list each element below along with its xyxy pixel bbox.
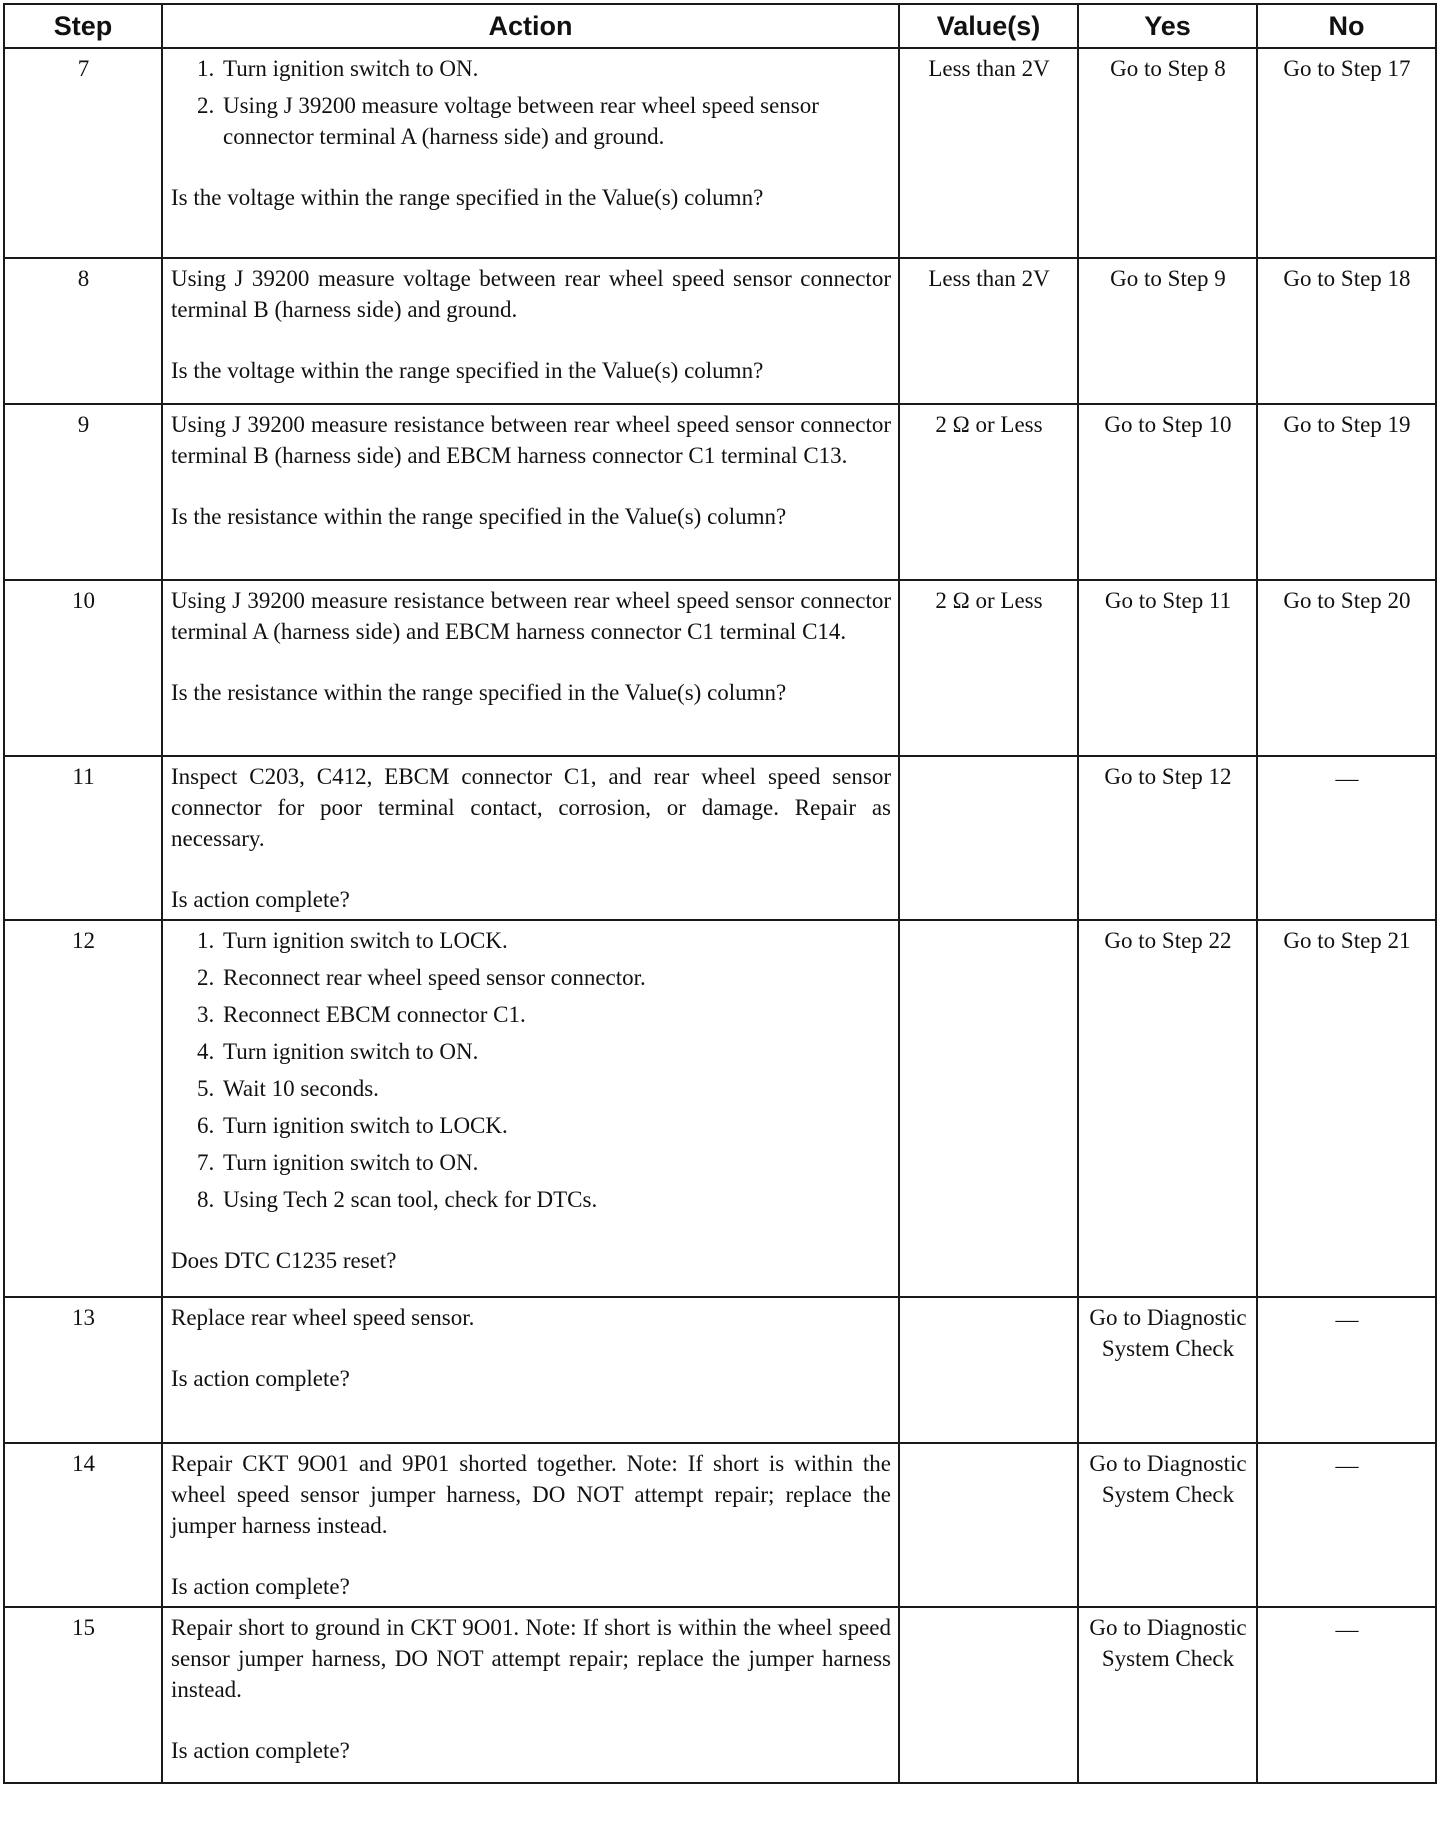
action-question: Is the resistance within the range specified in the Value(s) column? — [171, 680, 787, 705]
action-question: Is the resistance within the range specified in the Value(s) column? — [171, 504, 787, 529]
no-cell — [1257, 1297, 1436, 1443]
action-cell — [162, 48, 899, 258]
header-row — [4, 4, 1436, 48]
no-cell: Go to Step 21 — [1257, 920, 1436, 1297]
action-step: Using J 39200 measure voltage between rear wheel speed sensor connector terminal A (harness side) and ground. — [223, 93, 819, 149]
table-row — [4, 1443, 1436, 1607]
yes-cell: Go to Step 8 — [1078, 48, 1257, 258]
step-number: 7 — [4, 48, 162, 258]
value-cell: 2 Ω or Less — [899, 580, 1078, 756]
action-cell — [162, 1607, 899, 1783]
value-cell: Less than 2V — [899, 258, 1078, 404]
step-number: 15 — [4, 1607, 162, 1783]
no-dash: — — [1335, 1453, 1359, 1478]
step-number: 13 — [4, 1297, 162, 1443]
step-number: 10 — [4, 580, 162, 756]
yes-cell: Go to Step 9 — [1078, 258, 1257, 404]
no-cell: Go to Step 20 — [1257, 580, 1436, 756]
action-cell — [162, 258, 899, 404]
table-row — [4, 580, 1436, 756]
action-text: Using J 39200 measure resistance between rear wheel speed sensor connector terminal B (harness side) and EBCM harness connector C1 terminal C13. — [171, 412, 891, 468]
value-cell — [899, 1297, 1078, 1443]
action-question: Is action complete? — [171, 1574, 350, 1599]
action-step: Using Tech 2 scan tool, check for DTCs. — [223, 1187, 598, 1212]
step-number: 9 — [4, 404, 162, 580]
action-question: Is the voltage within the range specified in the Value(s) column? — [171, 185, 764, 210]
table-row — [4, 1297, 1436, 1443]
yes-cell: Go to Step 22 — [1078, 920, 1257, 1297]
action-text: Using J 39200 measure resistance between rear wheel speed sensor connector terminal A (harness side) and EBCM harness connector C1 terminal C14. — [171, 588, 891, 644]
step-number: 11 — [4, 756, 162, 920]
value-cell — [899, 920, 1078, 1297]
action-cell — [162, 1297, 899, 1443]
action-steps — [171, 53, 891, 152]
step-column-header: Step — [4, 4, 162, 48]
no-cell — [1257, 1443, 1436, 1607]
step-number: 12 — [4, 920, 162, 1297]
yes-cell: Go to Step 10 — [1078, 404, 1257, 580]
no-cell — [1257, 1607, 1436, 1783]
table-row — [4, 48, 1436, 258]
action-cell — [162, 580, 899, 756]
action-text: Inspect C203, C412, EBCM connector C1, and rear wheel speed sensor connector for poor terminal contact, corrosion, or damage. Repair as necessary. — [171, 764, 891, 851]
value-cell: Less than 2V — [899, 48, 1078, 258]
step-number: 14 — [4, 1443, 162, 1607]
no-column-header: No — [1257, 4, 1436, 48]
action-question: Is the voltage within the range specified in the Value(s) column? — [171, 358, 764, 383]
action-step: Wait 10 seconds. — [223, 1076, 379, 1101]
table-row — [4, 920, 1436, 1297]
yes-cell: Go to Step 11 — [1078, 580, 1257, 756]
table-row — [4, 404, 1436, 580]
no-dash: — — [1335, 1617, 1359, 1642]
action-question: Is action complete? — [171, 887, 350, 912]
action-question: Does DTC C1235 reset? — [171, 1248, 397, 1273]
action-step: Turn ignition switch to LOCK. — [223, 928, 508, 953]
action-cell — [162, 756, 899, 920]
diagnostic-table — [3, 3, 1437, 1784]
table-row — [4, 756, 1436, 920]
yes-cell: Go to Diagnostic System Check — [1078, 1297, 1257, 1443]
no-cell: Go to Step 19 — [1257, 404, 1436, 580]
table-row — [4, 258, 1436, 404]
action-step: Reconnect EBCM connector C1. — [223, 1002, 526, 1027]
action-column-header: Action — [162, 4, 899, 48]
no-cell — [1257, 756, 1436, 920]
action-text: Repair CKT 9O01 and 9P01 shorted together. Note: If short is within the wheel speed sensor jumper harness, DO NOT attempt repair; replace the jumper harness instead. — [171, 1451, 891, 1538]
action-text: Replace rear wheel speed sensor. — [171, 1305, 475, 1330]
yes-column-header: Yes — [1078, 4, 1257, 48]
action-step: Reconnect rear wheel speed sensor connector. — [223, 965, 646, 990]
value-cell — [899, 756, 1078, 920]
no-cell: Go to Step 17 — [1257, 48, 1436, 258]
no-dash: — — [1335, 766, 1359, 791]
action-step: Turn ignition switch to ON. — [223, 1039, 479, 1064]
value-column-header: Value(s) — [899, 4, 1078, 48]
table-row — [4, 1607, 1436, 1783]
action-step: Turn ignition switch to ON. — [223, 1150, 479, 1175]
yes-cell: Go to Diagnostic System Check — [1078, 1607, 1257, 1783]
action-cell — [162, 1443, 899, 1607]
action-cell — [162, 404, 899, 580]
yes-cell: Go to Step 12 — [1078, 756, 1257, 920]
action-cell — [162, 920, 899, 1297]
action-question: Is action complete? — [171, 1738, 350, 1763]
no-dash: — — [1335, 1307, 1359, 1332]
yes-cell: Go to Diagnostic System Check — [1078, 1443, 1257, 1607]
action-question: Is action complete? — [171, 1366, 350, 1391]
no-cell: Go to Step 18 — [1257, 258, 1436, 404]
action-step: Turn ignition switch to LOCK. — [223, 1113, 508, 1138]
step-number: 8 — [4, 258, 162, 404]
action-text: Using J 39200 measure voltage between rear wheel speed sensor connector terminal B (harness side) and ground. — [171, 266, 891, 322]
value-cell — [899, 1443, 1078, 1607]
action-text: Repair short to ground in CKT 9O01. Note: If short is within the wheel speed sensor jumper harness, DO NOT attempt repair; replace the jumper harness instead. — [171, 1615, 891, 1702]
value-cell — [899, 1607, 1078, 1783]
action-step: Turn ignition switch to ON. — [223, 56, 479, 81]
value-cell: 2 Ω or Less — [899, 404, 1078, 580]
action-steps — [171, 925, 891, 1215]
